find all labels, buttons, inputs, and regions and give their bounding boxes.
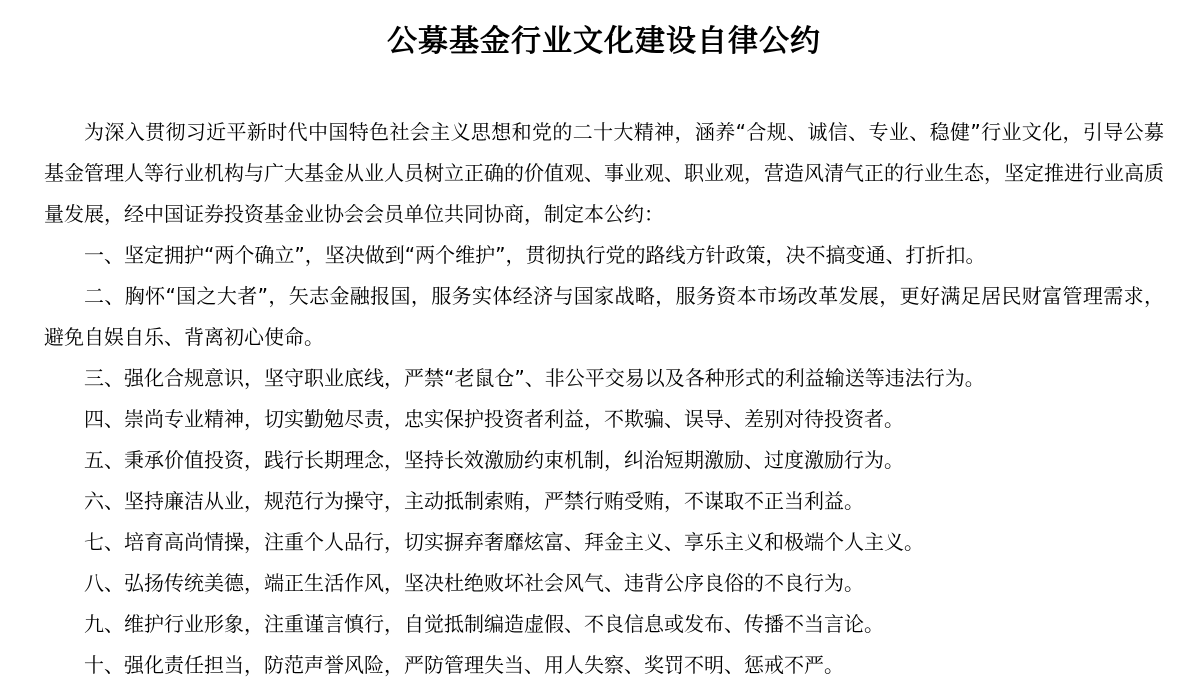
article-8: 八、弘扬传统美德，端正生活作风，坚决杜绝败坏社会风气、违背公序良俗的不良行为。 [84,571,864,595]
article-2: 二、胸怀“国之大者”，矢志金融报国，服务实体经济与国家战略，服务资本市场改革发展，更好满足居民财富管理需求，避免自娱自乐、背离初心使命。 [44,284,1164,349]
article-7: 七、培育高尚情操，注重个人品行，切实摒弃奢靡炫富、拜金主义、享乐主义和极端个人主义。 [84,530,924,554]
article-6: 六、坚持廉洁从业，规范行为操守，主动抵制索贿，严禁行贿受贿，不谋取不正当利益。 [84,489,864,513]
article-9: 九、维护行业形象，注重谨言慎行，自觉抵制编造虚假、不良信息或发布、传播不当言论。 [84,612,884,636]
preamble-paragraph: 为深入贯彻习近平新时代中国特色社会主义思想和党的二十大精神，涵养“合规、诚信、专业、稳健”行业文化，引导公募基金管理人等行业机构与广大基金从业人员树立正确的价值观、事业观、职业观，营造风清气正的行业生态，坚定推进行业高质量发展，经中国证券投资基金业协会会员单位共同协商，制定本公约： [44,120,1164,226]
article-3: 三、强化合规意识，坚守职业底线，严禁“老鼠仓”、非公平交易以及各种形式的利益输送等违法行为。 [84,366,985,390]
article-10: 十、强化责任担当，防范声誉风险，严防管理失当、用人失察、奖罚不明、惩戒不严。 [84,653,844,677]
article-4: 四、崇尚专业精神，切实勤勉尽责，忠实保护投资者利益，不欺骗、误导、差别对待投资者。 [84,407,904,431]
article-1: 一、坚定拥护“两个确立”，坚决做到“两个维护”，贯彻执行党的路线方针政策，决不搞变通、打折扣。 [84,243,986,267]
document-body [44,112,1164,686]
article-5: 五、秉承价值投资，践行长期理念，坚持长效激励约束机制，纠治短期激励、过度激励行为。 [84,448,904,472]
document-title: 公募基金行业文化建设自律公约 [387,24,821,59]
